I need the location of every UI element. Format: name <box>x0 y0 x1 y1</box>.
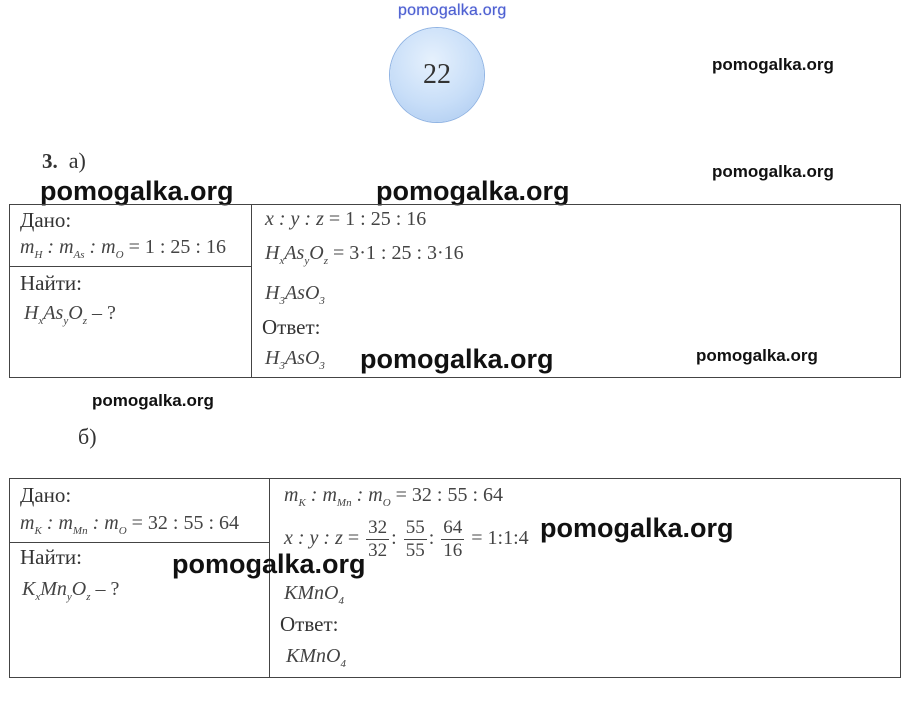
find-label: Найти: <box>20 271 82 295</box>
fraction: $\frac{32}{32}$ <box>368 517 388 561</box>
table-divider <box>9 542 270 543</box>
answer-label: Ответ: <box>280 612 339 636</box>
step-ratio-a: x : y : z = 1 : 25 : 16 <box>265 208 427 230</box>
watermark: pomogalka.org <box>376 176 570 206</box>
step-fractions-b: x : y : z = $\frac{32}{32}$ : $\frac{55}{55}$ : $\frac{64}{16}$ = 1:1:4 <box>284 517 529 561</box>
answer-formula-b: KMnO$_4$ <box>286 645 346 670</box>
task-number: 3. <box>42 149 58 173</box>
watermark: pomogalka.org <box>40 176 234 206</box>
watermark: pomogalka.org <box>172 549 366 579</box>
given-ratio-b: $m_K$ : $m_{Mn}$ : $m_O = 32$ : 55 : 64 <box>20 512 240 537</box>
answer-label: Ответ: <box>262 315 321 339</box>
step-multiply-a: $H_xAs_yO_z = 3\cdot 1$ : 25 : 3·16 <box>265 242 464 267</box>
watermark: pomogalka.org <box>92 391 214 410</box>
find-label: Найти: <box>20 545 82 569</box>
page-number-badge <box>390 28 484 122</box>
step-formula-a: $H_3AsO_3$ <box>265 282 325 307</box>
given-label: Дано: <box>20 483 72 507</box>
watermark: pomogalka.org <box>712 55 834 74</box>
page-number: 22 <box>423 59 451 90</box>
find-formula-b: $K_xMn_yO_z$ – ? <box>22 578 120 603</box>
given-label: Дано: <box>20 208 72 232</box>
table-divider <box>9 266 252 267</box>
answer-formula-a: $H_3AsO_3$ <box>265 347 325 372</box>
task-part-b: б) <box>78 424 97 449</box>
find-formula-a: $H_xAs_yO_z$ – ? <box>24 302 116 327</box>
task-heading <box>42 148 86 174</box>
step-formula-b: KMnO$_4$ <box>284 582 344 607</box>
fraction: $\frac{55}{55}$ <box>405 517 425 561</box>
watermark: pomogalka.org <box>540 513 734 543</box>
step-ratio-b: $m_K$ : $m_{Mn}$ : $m_O = 32$ : 55 : 64 <box>284 484 504 509</box>
watermark: pomogalka.org <box>712 162 834 181</box>
table-divider <box>251 204 252 377</box>
watermark: pomogalka.org <box>696 346 818 365</box>
watermark: pomogalka.org <box>360 344 554 374</box>
given-ratio-a: $m_H$ : $m_{As}$ : $m_O = 1$ : 25 : 16 <box>20 236 226 261</box>
fraction: $\frac{64}{16}$ <box>443 517 463 561</box>
site-watermark-top: pomogalka.org <box>398 2 507 19</box>
task-part-a: а) <box>68 148 86 173</box>
